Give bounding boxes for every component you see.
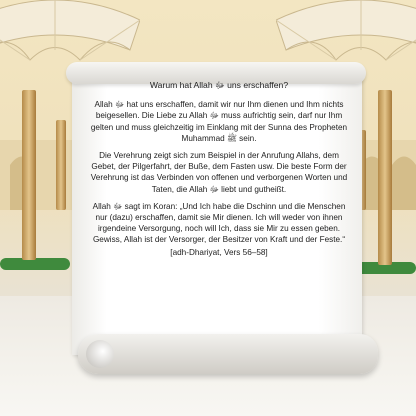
paragraph-worship: Die Verehrung zeigt sich zum Beispiel in der Anrufung Allahs, dem Gebet, der Pilgerfahrt, der Buße, dem Fasten usw. Die beste Form der Verehrung ist das Verbinden von offenen und verborgenen Worten und Taten, die Allah ﷻ liebt und gutheißt. bbox=[90, 151, 348, 194]
scroll-title: Warum hat Allah ﷻ uns erschaffen? bbox=[149, 80, 289, 90]
scroll-bottom-roll bbox=[78, 334, 378, 374]
paragraph-quran-quote: Allah ﷻ sagt im Koran: „Und Ich habe die Dschinn und die Menschen nur (dazu) erschaffen, damit sie Mir dienen. Ich will weder von ihnen irgendeine Versorgung, noch will Ich, dass sie Mir zu essen geben. Gewiss, Allah ist der Versorger, der Besitzer von Kraft und der Feste.“ bbox=[92, 201, 346, 245]
right-pillar bbox=[378, 90, 392, 265]
left-lantern-pillar bbox=[56, 120, 66, 210]
scroll-text bbox=[90, 80, 348, 264]
left-pillar bbox=[22, 90, 36, 260]
scroll bbox=[72, 62, 366, 382]
paragraph-purpose: Allah ﷻ hat uns erschaffen, damit wir nur Ihm dienen und Ihm nichts beigesellen. Die Liebe zu Allah ﷻ muss aufrichtig sein, darf nur Ihm gelten und muss gleichzeitig im Einklang mit der Sunna des Propheten Muhammad ﷺ sein. bbox=[90, 100, 348, 143]
left-hedge bbox=[0, 258, 70, 270]
scroll-curl bbox=[86, 340, 114, 368]
quote-reference: [adh-Dhariyat, Vers 56–58] bbox=[170, 247, 268, 257]
